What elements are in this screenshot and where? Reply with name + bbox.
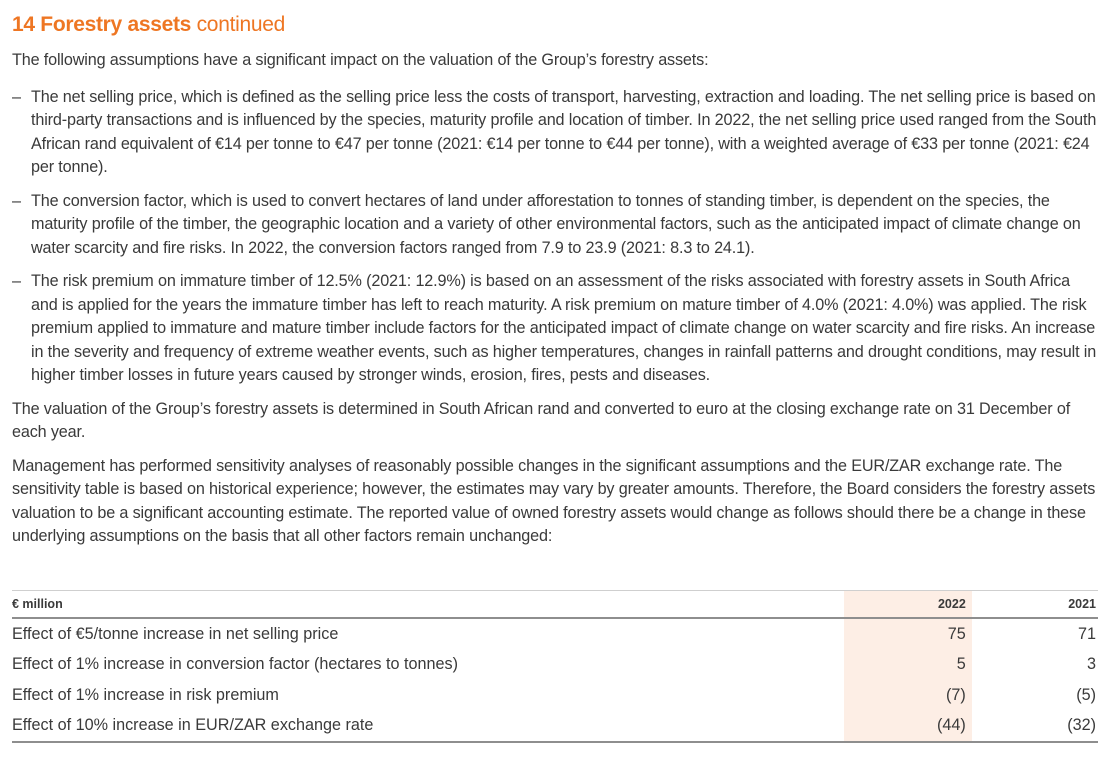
list-item-text: The net selling price, which is defined as the selling price less the costs of transport, harvesting, extraction and loading. The net selling price is based on third-party transactions and is influenced by the species, maturity profile and location of timber. In 2022, the net selling price used ranged from the South African rand equivalent of €14 per tonne to €47 per tonne (2021: €14 per tonne to €44 per tonne), with a weighted average of €33 per tonne (2021: €24 per tonne).	[31, 87, 1097, 176]
dash-bullet-icon: –	[12, 87, 21, 106]
dash-bullet-icon: –	[12, 272, 21, 290]
sensitivity-table	[12, 590, 1098, 743]
value-2021: (32)	[1067, 716, 1096, 735]
table-row	[12, 618, 1098, 650]
intro-paragraph: The following assumptions have a significant impact on the valuation of the Group’s forestry assets:	[12, 51, 709, 69]
value-2022: 5	[844, 650, 972, 681]
header-2022: 2022	[844, 591, 972, 619]
value-2022: (44)	[844, 711, 972, 743]
list-item-text: The conversion factor, which is used to convert hectares of land under afforestation to tonnes of standing timber, is dependent on the species, the maturity profile of the timber, the geographic location and a variety of other environmental factors, such as the anticipated impact of climate change on water scarcity and fire risks. In 2022, the conversion factors ranged from 7.9 to 23.9 (2021: 8.3 to 24.1).	[31, 191, 1081, 257]
section-title-continued: continued	[196, 13, 285, 36]
list-item-risk-premium	[12, 270, 1098, 388]
valuation-paragraph: The valuation of the Group’s forestry assets is determined in South African rand and converted to euro at the closing exchange rate on 31 December of each year.	[12, 399, 1071, 441]
section-title	[12, 12, 1098, 38]
value-2021: 3	[1086, 655, 1096, 674]
value-2022: (7)	[844, 680, 972, 711]
value-2021: (5)	[1076, 685, 1096, 704]
row-label: Effect of €5/tonne increase in net selling price	[12, 624, 339, 643]
list-item-conversion-factor	[12, 190, 1098, 261]
value-2021: 71	[1077, 624, 1096, 643]
header-2021: 2021	[972, 591, 1098, 619]
sensitivity-paragraph: Management has performed sensitivity analyses of reasonably possible changes in the significant assumptions and the EUR/ZAR exchange rate. The sensitivity table is based on historical experience; however, the estimates may vary by greater amounts. Therefore, the Board considers the forestry assets valuation to be a significant accounting estimate. The reported value of owned forestry assets would change as follows should there be a change in these underlying assumptions on the basis that all other factors remain unchanged:	[12, 456, 1096, 545]
dash-bullet-icon: –	[12, 191, 21, 210]
row-label: Effect of 10% increase in EUR/ZAR exchange rate	[12, 716, 374, 735]
list-item-text: The risk premium on immature timber of 12.5% (2021: 12.9%) is based on an assessment of the risks associated with forestry assets in South Africa and is applied for the years the immature timber has left to reach maturity. A risk premium on mature timber of 4.0% (2021: 4.0%) was applied. The risk premium applied to immature and mature timber include factors for the anticipated impact of climate change on water scarcity and fire risks. An increase in the severity and frequency of extreme weather events, such as higher temperatures, changes in rainfall patterns and drought conditions, may result in higher timber losses in future years caused by stronger winds, erosion, fires, pests and diseases.	[31, 272, 1097, 384]
header-unit: € million	[12, 591, 844, 619]
document-page	[12, 0, 1098, 735]
assumptions-list	[12, 86, 1098, 388]
table-header-row	[12, 591, 1098, 619]
table-row	[12, 711, 1098, 743]
section-title-main: 14 Forestry assets	[12, 13, 192, 36]
table-row	[12, 650, 1098, 681]
list-item-net-selling-price	[12, 86, 1098, 180]
table-row	[12, 680, 1098, 711]
row-label: Effect of 1% increase in conversion factor (hectares to tonnes)	[12, 655, 458, 674]
row-label: Effect of 1% increase in risk premium	[12, 685, 279, 704]
value-2022: 75	[844, 618, 972, 650]
